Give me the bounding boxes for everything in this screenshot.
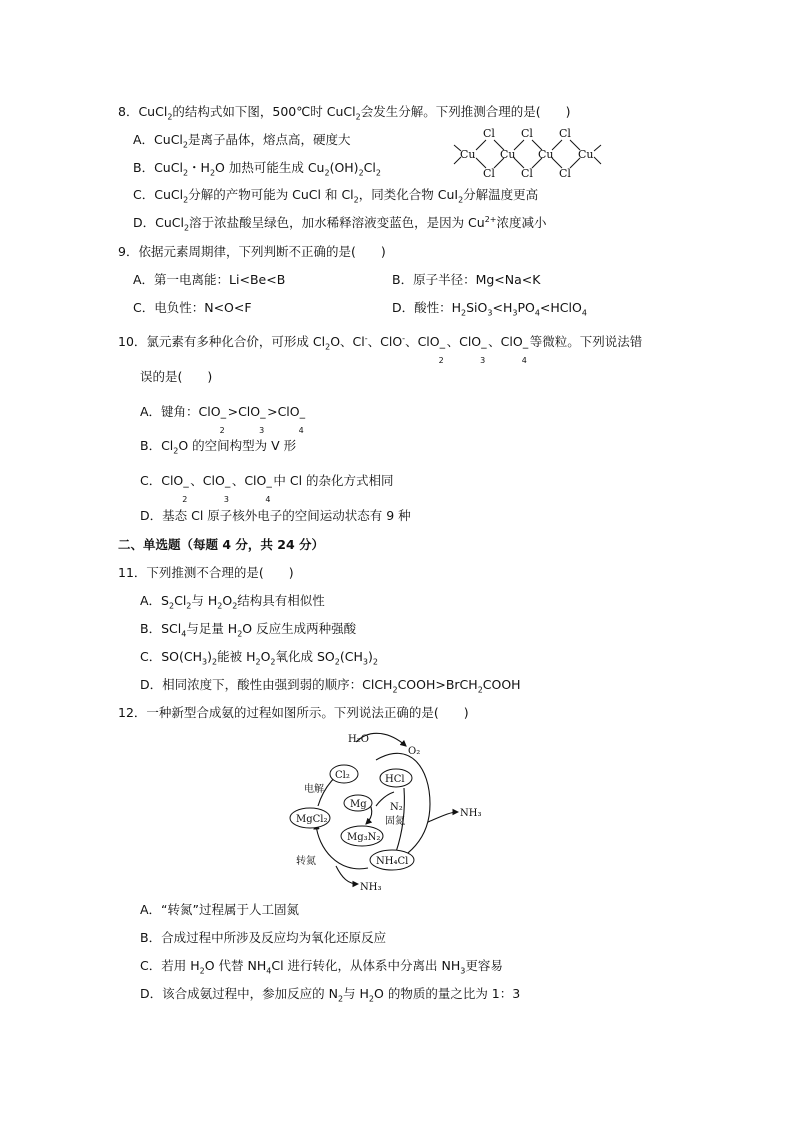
cu-atom-4: Cu <box>578 148 594 161</box>
q10-stem-continued: 误的是( ) <box>140 369 213 384</box>
q12-option-c: C．若用 $H_2O$ 代替 $NH_4Cl$ 进行转化，从体系中分离出 $NH_3$更容易 <box>140 958 503 976</box>
q8-option-d: D．CuCl$_2$溶于浓盐酸呈绿色，加水稀释溶液变蓝色，是因为 $Cu^{2+}$浓度减小 <box>133 214 547 233</box>
q10-option-a: A．键角：ClO − 2 >ClO − 3 >ClO − 4 <box>140 404 307 435</box>
q8-option-b: B．CuCl$_2$・$H_2O$ 加热可能生成 $Cu_2(OH)_2Cl_2$ <box>133 160 381 178</box>
q10-stem: 10．氯元素有多种化合价，可形成 $Cl_2O$、Cl-、ClO-、ClO − 2 、ClO − 3 、ClO − 4 等微粒。下列说法错 <box>118 333 643 365</box>
cl-atom-3: Cl <box>559 127 571 140</box>
cu-atom-1: Cu <box>460 148 476 161</box>
cl-atom-2: Cl <box>521 127 533 140</box>
mg3n2-label: Mg₃N₂ <box>347 832 381 843</box>
q11-option-a: A．$S_2Cl_2$与 $H_2O_2$结构具有相似性 <box>140 593 325 611</box>
q12-stem: 12．一种新型合成氨的过程如图所示。下列说法正确的是( ) <box>118 705 469 720</box>
o2-label: O₂ <box>408 746 421 757</box>
nitrogen-transfer-label: 转氮 <box>296 856 316 867</box>
q11-option-c: C．$SO(CH_3)_2$能被 $H_2O_2$氧化成 $SO_2(CH_3)_2$ <box>140 649 378 667</box>
q9-option-b: B．原子半径：Mg<Na<K <box>392 272 541 287</box>
q10-option-d: D．基态 Cl 原子核外电子的空间运动状态有 9 种 <box>140 508 411 523</box>
fixation-label: 固氮 <box>385 816 405 827</box>
q10-option-c: C．ClO − 2 、ClO − 3 、ClO − 4 中 Cl 的杂化方式相同 <box>140 473 394 504</box>
h2o-label: H₂O <box>348 734 369 745</box>
q10-option-b: B．$Cl_2O$ 的空间构型为 V 形 <box>140 438 297 456</box>
cl-atom-1: Cl <box>483 127 495 140</box>
ammonia-synthesis-diagram <box>282 728 502 898</box>
cl-atom-4: Cl <box>483 167 495 180</box>
nh3-right-label: NH₃ <box>460 808 482 819</box>
nh3-bottom-label: NH₃ <box>360 882 382 893</box>
mg-label: Mg <box>350 799 367 810</box>
q9-stem: 9．依据元素周期律，下列判断不正确的是( ) <box>118 244 386 259</box>
cucl2-structure <box>452 124 604 180</box>
q9-option-d: D．酸性：$H_2SiO_3<H_3PO_4<HClO_4$ <box>392 300 587 318</box>
q9-option-c: C．电负性：N<O<F <box>133 300 252 315</box>
q8-option-a: A．CuCl$_2$是离子晶体，熔点高，硬度大 <box>133 132 351 150</box>
q12-option-d: D．该合成氨过程中，参加反应的 $N_2$与 $H_2O$ 的物质的量之比为 1：3 <box>140 986 521 1004</box>
cu-atom-3: Cu <box>538 148 554 161</box>
q11-stem: 11．下列推测不合理的是( ) <box>118 565 294 580</box>
section-heading: 二、单选题（每题 4 分，共 24 分） <box>118 537 325 552</box>
electrolysis-label: 电解 <box>304 784 324 795</box>
cl-atom-5: Cl <box>521 167 533 180</box>
cl-atom-6: Cl <box>559 167 571 180</box>
q12-option-b: B．合成过程中所涉及反应均为氧化还原反应 <box>140 930 387 945</box>
hcl-label: HCl <box>385 774 405 785</box>
mgcl2-label: MgCl₂ <box>296 814 328 825</box>
cl2-label: Cl₂ <box>335 770 350 781</box>
q9-option-a: A．第一电离能：Li<Be<B <box>133 272 286 287</box>
q11-option-d: D．相同浓度下，酸性由强到弱的顺序：ClCH$_2$COOH>BrCH$_2$COOH <box>140 677 521 695</box>
q8-stem: 8．CuCl$_2$的结构式如下图，500℃时 CuCl$_2$会发生分解。下列推测合理的是( ) <box>118 104 571 122</box>
nh3-out-arrow <box>428 812 458 822</box>
q12-option-a: A．“转氮”过程属于人工固氮 <box>140 902 300 917</box>
n2-label: N₂ <box>390 802 403 813</box>
q8-option-c: C．CuCl$_2$分解的产物可能为 CuCl 和 $Cl_2$，同类化合物 CuI$_2$分解温度更高 <box>133 187 539 205</box>
q11-option-b: B．SCl$_4$与足量 $H_2O$ 反应生成两种强酸 <box>140 621 357 639</box>
cu-atom-2: Cu <box>500 148 516 161</box>
nh4cl-label: NH₄Cl <box>376 856 409 867</box>
